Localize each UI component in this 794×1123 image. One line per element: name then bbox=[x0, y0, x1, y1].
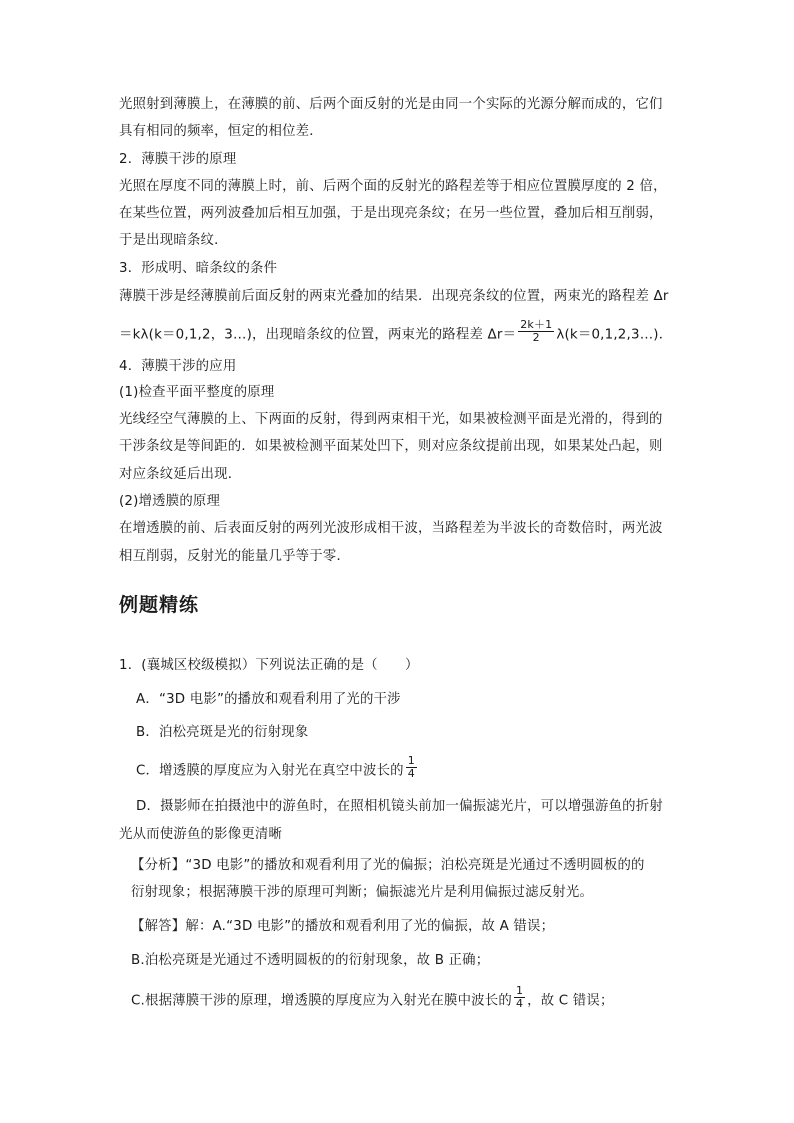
paragraph-1-line-1: 光照射到薄膜上，在薄膜的前、后两个面反射的光是由同一个实际的光源分解而成的，它们 bbox=[119, 97, 663, 112]
heading-3: 3．形成明、暗条纹的条件 bbox=[119, 261, 278, 276]
paragraph-2-line-1: 光照在厚度不同的薄膜上时，前、后两个面的反射光的路程差等于相应位置膜厚度的 2 倍， bbox=[119, 179, 667, 194]
formula-prefix: ＝kλ(k＝0,1,2，3…)，出现暗条纹的位置，两束光的路程差 Δr＝ bbox=[119, 327, 517, 343]
option-c-text: C．增透膜的厚度应为入射光在真空中波长的 bbox=[136, 763, 404, 779]
option-b: B．泊松亮斑是光的衍射现象 bbox=[136, 725, 309, 740]
answer-line-2: B.泊松亮斑是光通过不透明圆板的的衍射现象，故 B 正确； bbox=[131, 953, 490, 968]
fraction-numerator: 2k＋1 bbox=[520, 318, 553, 331]
paragraph-5-line-1: 在增透膜的前、后表面反射的两列光波形成相干波，当路程差为半波长的奇数倍时，两光波 bbox=[119, 521, 663, 536]
paragraph-2-line-3: 于是出现暗条纹． bbox=[119, 233, 228, 248]
fraction-one-quarter-answer bbox=[514, 985, 525, 1010]
option-a: A．“3D 电影”的播放和观看利用了光的干涉 bbox=[136, 692, 401, 707]
paragraph-2-line-2: 在某些位置，两列波叠加后相互加强，于是出现亮条纹；在另一些位置，叠加后相互削弱， bbox=[119, 206, 663, 221]
subheading-4-2: (2)增透膜的原理 bbox=[119, 494, 221, 509]
paragraph-5-line-2: 相互削弱，反射光的能量几乎等于零． bbox=[119, 549, 351, 564]
option-d-line-1: D．摄影师在拍摄池中的游鱼时，在照相机镜头前加一偏振滤光片，可以增强游鱼的折射 bbox=[136, 799, 663, 814]
option-d-line-2: 光从而使游鱼的影像更清晰 bbox=[119, 827, 283, 842]
paragraph-1-line-2: 具有相同的频率，恒定的相位差． bbox=[119, 124, 323, 139]
fraction-dark-fringe bbox=[518, 319, 554, 344]
paragraph-4-line-3: 对应条纹延后出现． bbox=[119, 467, 242, 482]
fraction-denominator: 4 bbox=[407, 767, 415, 780]
fraction-one-quarter bbox=[406, 755, 417, 780]
option-c bbox=[136, 754, 696, 783]
fraction-numerator: 1 bbox=[515, 984, 524, 997]
paragraph-3-line-1: 薄膜干涉是经薄膜前后面反射的两束光叠加的结果．出现亮条纹的位置，两束光的路程差 Δr bbox=[119, 289, 669, 304]
analysis-line-2: 衍射现象；根据薄膜干涉的原理可判断；偏振滤光片是利用偏振过滤反射光。 bbox=[131, 885, 594, 900]
paragraph-4-line-2: 干涉条纹是等间距的．如果被检测平面某处凹下，则对应条纹提前出现，如果某处凸起，则 bbox=[119, 439, 663, 454]
answer-line-3 bbox=[131, 984, 691, 1013]
analysis-line-1: 【分析】“3D 电影”的播放和观看利用了光的偏振；泊松亮斑是光通过不透明圆板的的 bbox=[131, 858, 645, 873]
heading-2: 2．薄膜干涉的原理 bbox=[119, 152, 237, 167]
formula-suffix: λ(k＝0,1,2,3…)． bbox=[556, 327, 673, 343]
subheading-4-1: (1)检查平面平整度的原理 bbox=[119, 385, 275, 400]
question-stem: 1．(襄城区校级模拟）下列说法正确的是（ ） bbox=[119, 658, 419, 673]
paragraph-4-line-1: 光线经空气薄膜的上、下两面的反射，得到两束相干光，如果被检测平面是光滑的，得到的 bbox=[119, 412, 663, 427]
answer-line-1: 【解答】解：A.“3D 电影”的播放和观看利用了光的偏振，故 A 错误； bbox=[131, 919, 555, 934]
heading-4: 4．薄膜干涉的应用 bbox=[119, 359, 237, 374]
fraction-denominator: 4 bbox=[515, 997, 524, 1010]
answer-line-3-text: C.根据薄膜干涉的原理，增透膜的厚度应为入射光在膜中波长的 bbox=[131, 993, 512, 1009]
fraction-numerator: 1 bbox=[407, 754, 415, 767]
answer-line-3-suffix: ，故 C 错误； bbox=[527, 993, 614, 1009]
fraction-denominator: 2 bbox=[532, 331, 540, 344]
section-title: 例题精练 bbox=[119, 594, 200, 616]
paragraph-3-line-2 bbox=[119, 318, 679, 347]
